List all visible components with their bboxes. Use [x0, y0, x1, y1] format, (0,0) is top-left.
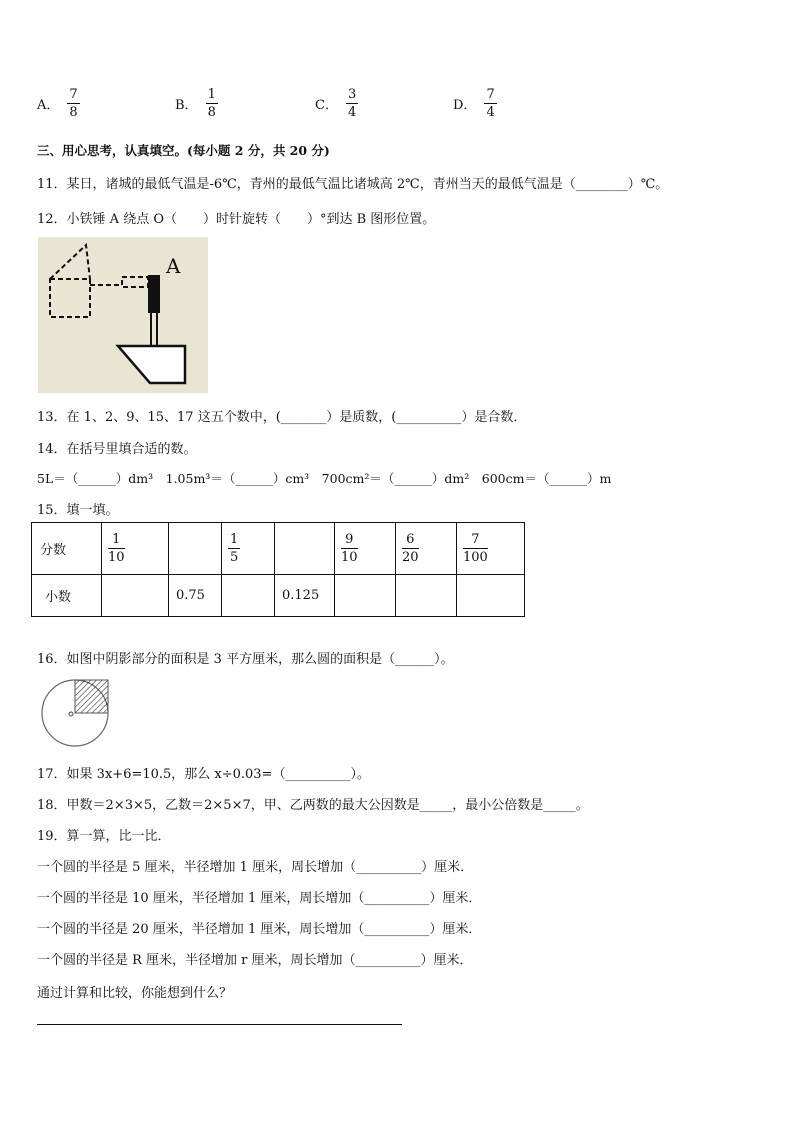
question-16: 16．如图中阴影部分的面积是 3 平方厘米，那么圆的面积是（______）。	[37, 652, 454, 667]
section-title: 三、用心思考，认真填空。(每小题 2 分，共 20 分)	[37, 143, 330, 158]
option-label: A．	[37, 98, 60, 114]
table-cell	[222, 523, 275, 575]
table-cell	[222, 575, 275, 617]
row-label: 分数	[32, 523, 102, 575]
fraction: $\frac{6}{20}$	[402, 531, 419, 565]
table-cell	[102, 575, 169, 617]
table-cell	[457, 575, 525, 617]
fraction: $\frac{1}{8}$	[207, 87, 216, 120]
table-cell	[396, 575, 457, 617]
answer-line	[37, 1024, 402, 1025]
circle-shaded-square-figure	[38, 676, 114, 748]
question-14: 14．在括号里填合适的数。	[37, 442, 197, 457]
fraction: $\frac{7}{8}$	[69, 87, 78, 120]
option-b	[175, 88, 218, 119]
table-cell	[102, 523, 169, 575]
question-12: 12．小铁锤 A 绕点 O（ ）时针旋转（ ）°到达 B 图形位置。	[37, 212, 436, 227]
question-13: 13．在 1、2、9、15、17 这五个数中，(_______）是质数，(__________）是合数．	[37, 410, 527, 425]
fraction: $\frac{1}{5}$	[230, 531, 239, 565]
question-19-line-1: 一个圆的半径是 5 厘米，半径增加 1 厘米，周长增加（__________）厘米．	[37, 860, 474, 875]
question-19: 19．算一算，比一比．	[37, 829, 171, 844]
fraction: $\frac{9}{10}$	[341, 531, 358, 565]
question-19-question: 通过计算和比较，你能想到什么？	[37, 986, 233, 1001]
option-a	[37, 88, 80, 119]
option-d	[453, 88, 497, 119]
question-17: 17．如果 3x+6=10.5，那么 x÷0.03=（__________）。	[37, 767, 370, 782]
fraction: $\frac{7}{4}$	[486, 87, 495, 120]
fraction: $\frac{1}{10}$	[108, 531, 125, 565]
option-label: D．	[453, 98, 477, 114]
table-cell	[169, 523, 222, 575]
question-15: 15．填一填。	[37, 503, 119, 518]
option-label: C．	[315, 98, 338, 114]
question-19-line-2: 一个圆的半径是 10 厘米，半径增加 1 厘米，周长增加（__________）厘米．	[37, 891, 482, 906]
question-18: 18．甲数＝2×3×5，乙数＝2×5×7，甲、乙两数的最大公因数是_____，最小公倍数是_____。	[37, 798, 589, 813]
table-cell	[335, 575, 396, 617]
figure-label-a: A	[166, 254, 181, 278]
table-cell: 0.75	[169, 575, 222, 617]
hammer-rotation-figure	[38, 237, 208, 393]
option-label: B．	[175, 98, 198, 114]
table-cell	[335, 523, 396, 575]
question-19-line-4: 一个圆的半径是 R 厘米，半径增加 r 厘米，周长增加（__________）厘米．	[37, 953, 473, 968]
fraction: $\frac{7}{100}$	[463, 531, 488, 565]
question-14-line: 5L＝（______）dm³ 1.05m³＝（______）cm³ 700cm²＝（______）dm² 600cm＝（______）m	[37, 471, 612, 486]
question-19-line-3: 一个圆的半径是 20 厘米，半径增加 1 厘米，周长增加（__________）厘米．	[37, 922, 482, 937]
table-cell	[275, 523, 335, 575]
table-cell	[396, 523, 457, 575]
row-label: 小数	[32, 575, 102, 617]
question-11: 11．某日，诸城的最低气温是-6℃，青州的最低气温比诸城高 2℃，青州当天的最低气温是（________）℃。	[37, 177, 669, 192]
fraction-decimal-table	[31, 522, 525, 617]
fraction: $\frac{3}{4}$	[347, 87, 357, 120]
table-cell	[457, 523, 525, 575]
table-cell: 0.125	[275, 575, 335, 617]
option-c	[315, 88, 358, 119]
